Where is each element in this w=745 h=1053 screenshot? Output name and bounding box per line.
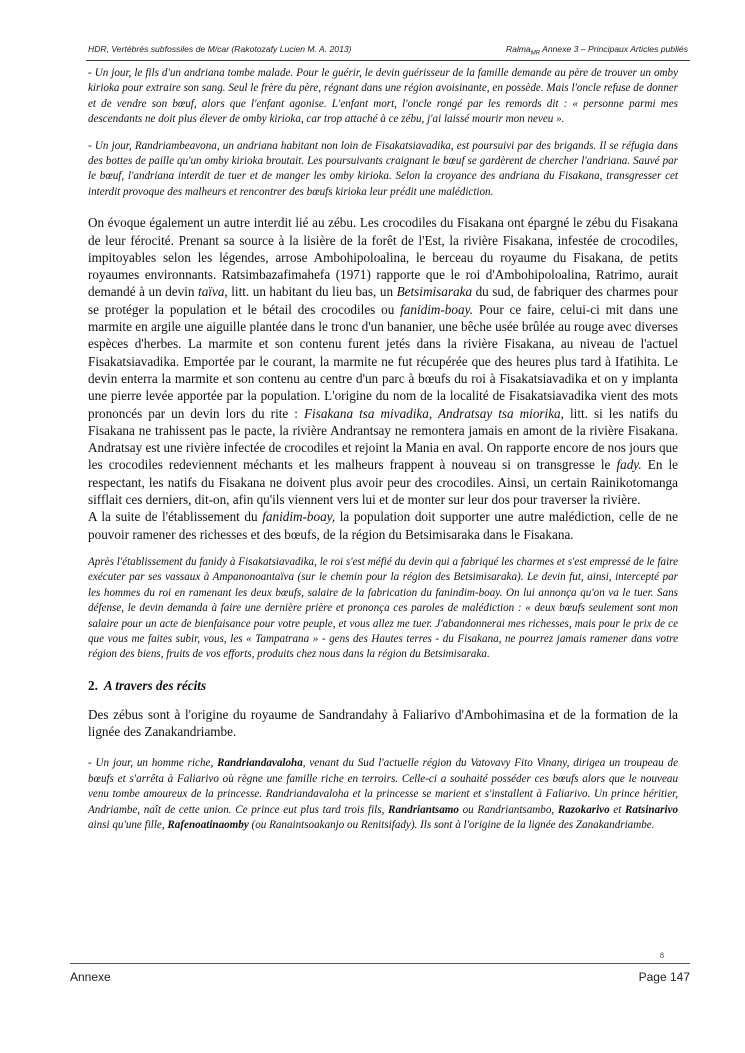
text-run: , venant du Sud l'actuelle région du Vatovavy Fito Vinany, dirigea un troupeau de bœufs et s'arrêta à Faliarivo où règne une famille riche en terroirs. Celle-ci a souhaité posséder ces bœufs alors que le nouveau venu tombe amoureux de la princesse. Randriandavaloha et la princesse se marient et s'installent à Faliarivo. Un prince héritier, Andriambe, naît de cette union. Ce prince eut plus tard trois fils,: [88, 757, 678, 816]
footer-page-number: Page 147: [638, 970, 690, 984]
tale-randriandavaloha: [88, 756, 678, 833]
text-run: En le respectant, les natifs du Fisakana ne doivent plus avoir peur des crocodiles. Ainsi, un certain Rainikotomanga sifflait ces derniers, dit-on, afin qu'ils viennent vers lui et de monter sur leur dos pour traverser la rivière.: [88, 457, 678, 507]
tale-devin: Après l'établissement du fanidy à Fisakatsiavadika, le roi s'est méfié du devin qui a fabriqué les charmes et s'est empressé de le faire exécuter par ses vassaux à Ampanonoantaïva (sur le chemin pour la région des Betsimisaraka). Le devin fut, ainsi, intercepté par les hommes du roi en ramenant les deux bœufs, salaire de la fabrication du fanindim-boay. On lui annonça qu'on va le tuer. Sans défense, le devin demanda à faire une dernière prière et prononça ces paroles de malédiction : « deux bœufs seulement sont mon salaire pour un acte de bienfaisance pour votre peuple, et vous allez me tuer. J'abandonnerai mes richesses, mais pour le prix de ce que vous me faites subir, vous, les « Tampatrana » - gens des Hautes terres - du Fisakana, ne pourrez jamais ramener dans votre région des biens, fruits de vos efforts, produits chez nous dans la région du Betsimisaraka.: [88, 555, 678, 661]
header-annex-suffix: Annexe 3 – Principaux Articles publiés: [540, 44, 688, 54]
tale-randriambeavona: - Un jour, Randriambeavona, un andriana habitant non loin de Fisakatsiavadika, est poursuivi par des brigands. Il se réfugia dans des bottes de paille qu'un omby kirioka broutait. Les poursuivants craignant le bœuf se gardèrent de chercher l'andriana. Sauvé par le bœuf, l'andriana interdit de tuer et de manger les omby kirioka. Selon la croyance des andriana du Fisakana, transgresser cet interdit provoque des malheurs et rencontrer des bœufs kirioka leur prédit une malédiction.: [88, 139, 678, 198]
text-run: ainsi qu'une fille,: [88, 818, 168, 831]
header-annex-subscript: MR: [530, 50, 541, 57]
text-run: (ou Ranaintsoakanjo ou Renitsifady). Ils sont à l'origine de la lignée des Zanakandriambe.: [248, 818, 655, 831]
header-divider: [86, 60, 690, 61]
tale-sick-son: - Un jour, le fils d'un andriana tombe malade. Pour le guérir, le devin guérisseur de la famille demande au père de trouver un omby kirioka pour extraire son sang. Seul le frère du père, régnant dans une région avoisinante, en possède. Mais l'oncle refuse de donner et de vendre son bœuf, alors que l'enfant agonise. L'enfant mort, l'oncle rongé par les remords dit : « personne parmi mes descendants ne doit plus élever de omby kirioka, car trop attaché à ce zébu, j'ai laissé mourir mon neveu ».: [88, 67, 678, 126]
paragraph-zebus-origin: Des zébus sont à l'origine du royaume de Sandrandahy à Faliarivo d'Ambohimasina et de la formation de la lignée des Zanakandriambe.: [88, 706, 678, 740]
section-heading: [88, 677, 678, 694]
term-fanidim-boay-2: fanidim-boay,: [262, 509, 336, 525]
text-run: Pour ce faire, celui-ci mit dans une marmite en argile une aiguille plantée dans le tronc d'un bananier, une bêche usée brûlée au rouge avec diverses espèces d'herbes. La marmite et son contenu furent jetés dans la rivière Fisakana, au niveau de l'actuel Fisakatsiavadika. Emportée par le courant, la marmite ne fut récupérée que des heures plus tard à Ifatihita. Le devin enterra la marmite et son contenu au centre d'un parc à bœufs du roi à Fisakatsiavadika et on y implanta une pierre levée apportée par la population. L'origine du nom de la localité de Fisakatsiavadika vient des mots prononcés par un devin lors du rite :: [88, 301, 678, 421]
name-randriandavaloha: Randriandavaloha: [217, 757, 303, 770]
text-run: ou Randriantsambo,: [458, 803, 558, 816]
header-annex-title: [506, 44, 688, 57]
paragraph-malediction: [88, 508, 678, 543]
text-run: la population doit supporter une autre malédiction, celle de ne pouvoir ramener des richesses et des bœufs, de la région du Betsimisaraka dans le Fisakana.: [88, 509, 678, 542]
paragraph-crocodiles: [88, 214, 678, 508]
footer-label: Annexe: [70, 970, 111, 984]
footer-divider: [70, 963, 690, 964]
text-run: du sud, de fabriquer des charmes pour se protéger la population et le bétail des crocodiles ou: [88, 284, 678, 317]
text-run: litt. si les natifs du Fisakana ne trahissent pas le pacte, la rivière Andrantsay ne remontera jamais en amont de la rivière Fisakana. Andratsay est une rivière infectée de crocodiles et rejoint la Mania en aval. On rapporte encore de nos jours que les crocodiles redeviennent méchants et les malheurs frappent à nouveau si on transgresse le: [88, 405, 678, 473]
text-run: A la suite de l'établissement du: [88, 509, 263, 525]
text-run: On évoque également un autre interdit lié au zébu. Les crocodiles du Fisakana ont épargné le zébu du Fisakana de leur férocité. Prenant sa source à la lisière de la forêt de l'Est, la rivière Fisakana, infestée de crocodiles, impitoyables selon les légendes, arrose Ambohipoloalina, le berceau du royaume du Fisakana, de petits royaumes environnants. Ratsimbazafimahefa (1971) rapporte que le roi d'Ambohipoloalina, Ratrimo, aurait demandé à un devin: [88, 215, 678, 300]
term-betsimisaraka: Betsimisaraka: [396, 284, 473, 300]
term-fady: fady.: [616, 457, 642, 473]
header-title: HDR, Vertébrés subfossiles de M/car (Rakotozafy Lucien M. A. 2013): [88, 44, 352, 54]
text-run: - Un jour, un homme riche,: [88, 757, 218, 770]
page-header: [88, 44, 688, 60]
article-page-number: 8: [660, 951, 664, 960]
name-ratsinarivo: Ratsinarivo: [625, 803, 679, 816]
name-rafenoatinaomby: Rafenoatinaomby: [167, 818, 249, 831]
text-run: et: [609, 803, 625, 816]
header-annex-prefix: Ralma: [505, 44, 531, 54]
name-randriantsamo: Randriantsamo: [388, 803, 459, 816]
text-run: litt. un habitant du lieu bas, un: [227, 284, 397, 300]
page-content: [88, 66, 678, 833]
section-title: A travers des récits: [103, 677, 207, 693]
quote-rite: Fisakana tsa mivadika, Andratsay tsa miorika,: [304, 405, 564, 421]
term-taiva: taïva,: [198, 284, 228, 300]
name-razokarivo: Razokarivo: [557, 803, 610, 816]
term-fanidim-boay: fanidim-boay.: [400, 301, 474, 317]
section-number: 2.: [88, 677, 98, 693]
